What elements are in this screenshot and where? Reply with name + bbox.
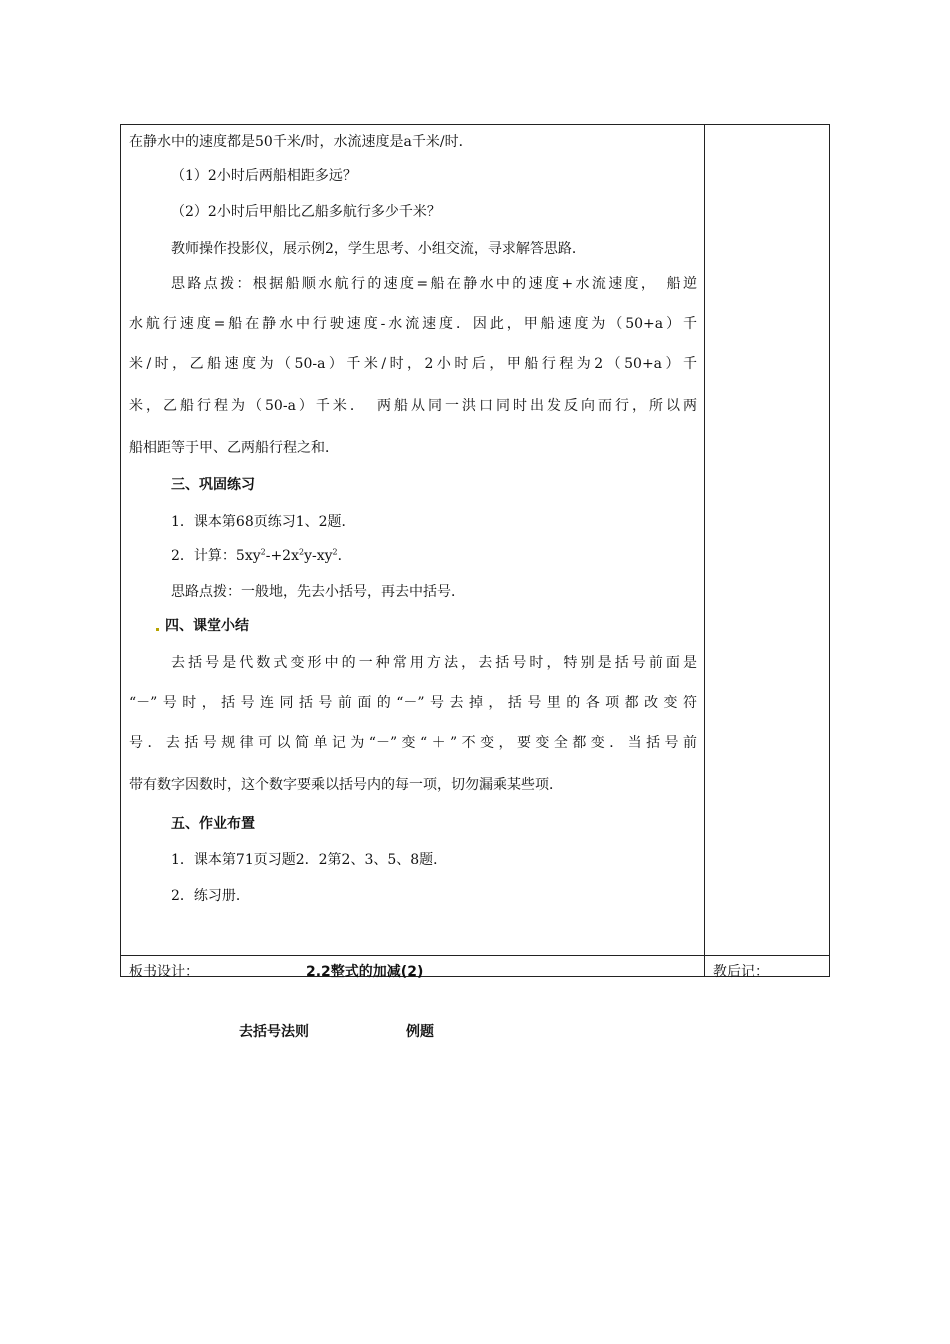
section-heading-summary: 四、课堂小结 bbox=[156, 615, 249, 635]
practice-hint: 思路点拨：一般地，先去小括号，再去中括号． bbox=[171, 584, 465, 600]
practice-item-1: 1．课本第68页练习1、2题． bbox=[171, 514, 356, 530]
summary-line: 去括号是代数式变形中的一种常用方法，去括号时，特别是括号前面是 bbox=[171, 655, 697, 671]
hint-line: 水航行速度=船在静水中行驶速度-水流速度．因此，甲船速度为（50+a）千 bbox=[129, 316, 697, 332]
homework-item-2: 2．练习册． bbox=[171, 888, 250, 904]
board-item-rule: 去括号法则 bbox=[239, 1024, 309, 1040]
summary-line: “－”号时，括号连同括号前面的“－”号去掉，括号里的各项都改变符 bbox=[129, 695, 697, 711]
board-design-title: 2.2整式的加减(2) bbox=[306, 964, 424, 980]
section-heading-homework: 五、作业布置 bbox=[171, 816, 255, 832]
summary-line: 带有数字因数时，这个数字要乘以括号内的每一项，切勿漏乘某些项． bbox=[129, 777, 563, 793]
practice-item-2: 2．计算：$5xy^2-+2x^2y-xy^2$． bbox=[171, 547, 352, 564]
question-1: （1）2小时后两船相距多远？ bbox=[171, 168, 357, 184]
section-heading-practice: 三、巩固练习 bbox=[171, 477, 255, 493]
text-line: 在静水中的速度都是50千米/时，水流速度是a千米/时． bbox=[129, 134, 473, 150]
hint-line: 船相距等于甲、乙两船行程之和． bbox=[129, 440, 339, 456]
summary-line: 号．去括号规律可以简单记为“－”变“＋”不变，要变全都变．当括号前 bbox=[129, 735, 697, 751]
teaching-notes-label: 教后记： bbox=[713, 964, 769, 980]
hint-line: 米/时，乙船速度为（50-a）千米/时，2小时后，甲船行程为2（50+a）千 bbox=[129, 356, 697, 372]
row-divider bbox=[121, 955, 829, 956]
hint-line: 思路点拨：根据船顺水航行的速度=船在静水中的速度+水流速度， 船逆 bbox=[171, 276, 697, 292]
column-divider bbox=[704, 125, 705, 976]
lesson-plan-table bbox=[120, 124, 830, 1040]
board-design-label: 板书设计： bbox=[129, 964, 199, 980]
hint-line: 米，乙船行程为（50-a）千米． 两船从同一洪口同时出发反向而行，所以两 bbox=[129, 398, 697, 414]
text-line: 教师操作投影仪，展示例2，学生思考、小组交流，寻求解答思路． bbox=[171, 241, 586, 257]
board-item-example: 例题 bbox=[406, 1024, 434, 1040]
question-2: （2）2小时后甲船比乙船多航行多少千米？ bbox=[171, 204, 441, 220]
marker-dot bbox=[156, 628, 159, 631]
homework-item-1: 1．课本第71页习题2．2第2、3、5、8题． bbox=[171, 852, 448, 868]
